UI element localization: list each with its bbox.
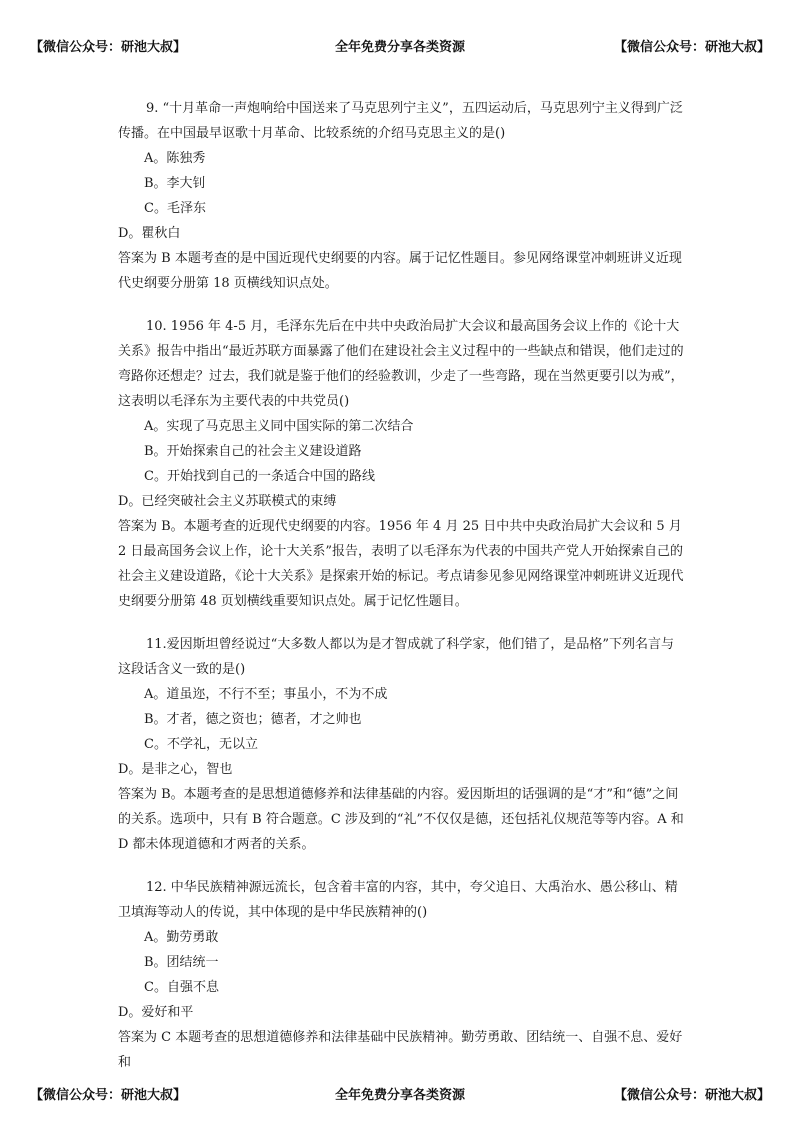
- answer-explanation: 答案为 B。本题考查的近现代史纲要的内容。1956 年 4 月 25 日中共中央政治局扩大会议和 5 月 2 日最高国务会议上作，论十大关系”报告，表明了以毛泽东为代表的中国共产党人开始探索自己的社会主义建设道路，《论十大关系》是探索开始的标记。考点请参见参见网络课堂冲刺班讲义近现代史纲要分册第 48 页划横线重要知识点处。属于记忆性题目。: [118, 519, 684, 609]
- option-b: B。李大钊: [144, 176, 206, 191]
- option-d: D。已经突破社会主义苏联模式的束缚: [118, 494, 337, 509]
- question-11: [118, 632, 684, 857]
- option-c: C。毛泽东: [144, 201, 206, 216]
- option-a: A。实现了马克思主义同中国实际的第二次结合: [144, 419, 414, 434]
- header-left-text: 【微信公众号：研池大叔】: [30, 39, 187, 55]
- option-c: C。自强不息: [144, 980, 219, 995]
- question-stem: 11.爱因斯坦曾经说过“大多数人都以为是才智成就了科学家，他们错了，是品格”下列名言与这段话含义一致的是(): [118, 637, 674, 677]
- option-b: B。团结统一: [144, 955, 219, 970]
- footer-center-text: 全年免费分享各类资源: [334, 1087, 465, 1103]
- answer-explanation: 答案为 C 本题考查的思想道德修养和法律基础中民族精神。勤劳勇敢、团结统一、自强不息、爱好和: [118, 1030, 683, 1070]
- option-a: A。道虽迩，不行不至；事虽小，不为不成: [144, 687, 388, 702]
- question-stem: 9. “十月革命一声炮响给中国送来了马克思列宁主义”，五四运动后，马克思列宁主义得到广泛传播。在中国最早讴歌十月革命、比较系统的介绍马克思主义的是(): [118, 101, 683, 141]
- option-b: B。才者，德之资也；德者，才之帅也: [144, 712, 362, 727]
- header-center-text: 全年免费分享各类资源: [334, 39, 465, 55]
- question-stem: 10. 1956 年 4-5 月，毛泽东先后在中共中央政治局扩大会议和最高国务会议上作的《论十大关系》报告中指出“最近苏联方面暴露了他们在建设社会主义过程中的一些缺点和错误，他们走过的弯路你还想走？过去，我们就是鉴于他们的经验教训，少走了一些弯路，现在当然更要引以为戒”，这表明以毛泽东为主要代表的中共党员(): [118, 319, 684, 409]
- page-footer: [30, 1082, 770, 1104]
- document-body: [118, 96, 684, 1093]
- answer-explanation: 答案为 B 本题考查的是中国近现代史纲要的内容。属于记忆性题目。参见网络课堂冲刺班讲义近现代史纲要分册第 18 页横线知识点处。: [118, 251, 682, 291]
- option-a: A。陈独秀: [144, 151, 206, 166]
- option-c: C。开始找到自己的一条适合中国的路线: [144, 469, 375, 484]
- option-a: A。勤劳勇敢: [144, 930, 219, 945]
- option-c: C。不学礼，无以立: [144, 737, 258, 752]
- question-10: [118, 314, 684, 614]
- option-d: D。是非之心，智也: [118, 762, 233, 777]
- option-d: D。爱好和平: [118, 1005, 194, 1020]
- question-12: [118, 875, 684, 1075]
- option-b: B。开始探索自己的社会主义建设道路: [144, 444, 362, 459]
- question-9: [118, 96, 684, 296]
- page-header: [30, 34, 770, 56]
- option-d: D。瞿秋白: [118, 226, 181, 241]
- footer-left-text: 【微信公众号：研池大叔】: [30, 1087, 187, 1103]
- header-right-text: 【微信公众号：研池大叔】: [613, 39, 770, 55]
- footer-right-text: 【微信公众号：研池大叔】: [613, 1087, 770, 1103]
- question-stem: 12. 中华民族精神源远流长，包含着丰富的内容，其中，夸父追日、大禹治水、愚公移山、精卫填海等动人的传说，其中体现的是中华民族精神的(): [118, 880, 678, 920]
- answer-explanation: 答案为 B。本题考查的是思想道德修养和法律基础的内容。爱因斯坦的话强调的是“才”和“德”之间的关系。选项中，只有 B 符合题意。C 涉及到的“礼”不仅仅是德，还包括礼仪规范等等内容。A 和 D 都未体现道德和才两者的关系。: [118, 787, 684, 852]
